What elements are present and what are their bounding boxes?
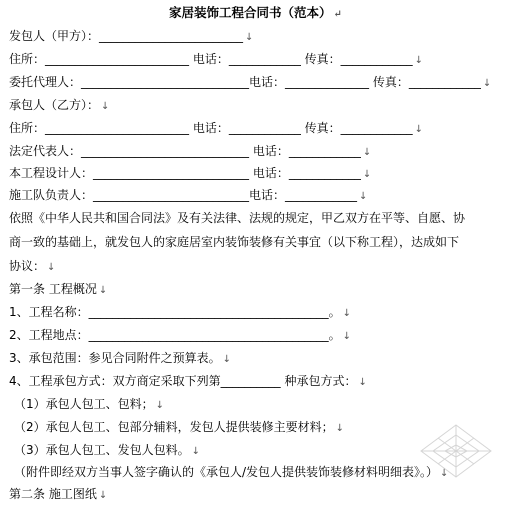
line-break-icon: ↓ (414, 55, 424, 66)
line-break-icon: ↓ (191, 446, 201, 457)
clause-line: 依照《中华人民共和国合同法》及有关法律、法规的规定，甲乙双方在平等、自愿、协 (9, 211, 466, 225)
clause-line: 住所：________________________ 电话：____________ 传真：____________ ↓ (9, 52, 424, 66)
line-break-icon: ↓ (98, 285, 108, 296)
line-break-icon: ↓ (47, 262, 56, 273)
clause-line: （1）承包人包工、包料； ↓ (14, 397, 165, 411)
clause-line: 商一致的基础上，就发包人的家庭居室内装饰装修有关事宜（以下称工程），达成如下 (9, 235, 460, 249)
line-break-icon: ↓ (440, 468, 449, 479)
clause-line: （附件即经双方当事人签字确认的《承包人/发包人提供装饰装修材料明细表》。） ↓ (14, 465, 449, 479)
paragraph-mark-icon: ↵ (333, 9, 342, 20)
line-break-icon: ↓ (335, 423, 345, 434)
line-break-icon: ↓ (342, 308, 352, 319)
line-break-icon: ↓ (359, 191, 368, 202)
clause-line: 2、工程地点：________________________________________。 ↓ (9, 328, 352, 342)
line-break-icon: ↓ (358, 377, 367, 388)
clause-line: （3）承包人包工、发包人包料。 ↓ (14, 443, 201, 457)
clause-line: 1、工程名称：________________________________________。 ↓ (9, 305, 352, 319)
clause-line: 施工队负责人：__________________________电话：____________ ↓ (9, 188, 368, 202)
document-title: 家居装饰工程合同书（范本） ↵ (169, 5, 342, 20)
clause-line: （2）承包人包工、包部分辅料，发包人提供装修主要材料； ↓ (14, 420, 345, 434)
section-heading: 第二条 施工图纸 ↓ (9, 487, 108, 501)
line-break-icon: ↓ (362, 147, 372, 158)
line-break-icon: ↓ (98, 490, 108, 501)
section-heading: 第一条 工程概况 ↓ (9, 282, 108, 296)
line-break-icon: ↓ (482, 78, 492, 89)
clause-line: 3、承包范围：参见合同附件之预算表。 ↓ (9, 351, 232, 365)
line-break-icon: ↓ (342, 331, 352, 342)
clause-line: 发包人（甲方）：________________________ ↓ (9, 29, 254, 43)
clause-line: 协议： ↓ (9, 259, 56, 273)
line-break-icon: ↓ (101, 101, 110, 112)
clause-line: 委托代理人：____________________________电话：______________ 传真：____________ ↓ (9, 75, 492, 89)
line-break-icon: ↓ (362, 169, 372, 180)
clause-line: 法定代表人：____________________________ 电话：____________ ↓ (9, 144, 372, 158)
line-break-icon: ↓ (222, 354, 232, 365)
watermark-logo-icon (411, 421, 501, 491)
clause-line: 承包人（乙方）： ↓ (9, 98, 110, 112)
clause-line: 4、工程承包方式：双方商定采取下列第__________ 种承包方式： ↓ (9, 374, 367, 388)
line-break-icon: ↓ (155, 400, 165, 411)
clause-line: 住所：________________________ 电话：____________ 传真：____________ ↓ (9, 121, 424, 135)
line-break-icon: ↓ (245, 32, 254, 43)
clause-line: 本工程设计人：__________________________ 电话：____________ ↓ (9, 166, 372, 180)
line-break-icon: ↓ (414, 124, 424, 135)
